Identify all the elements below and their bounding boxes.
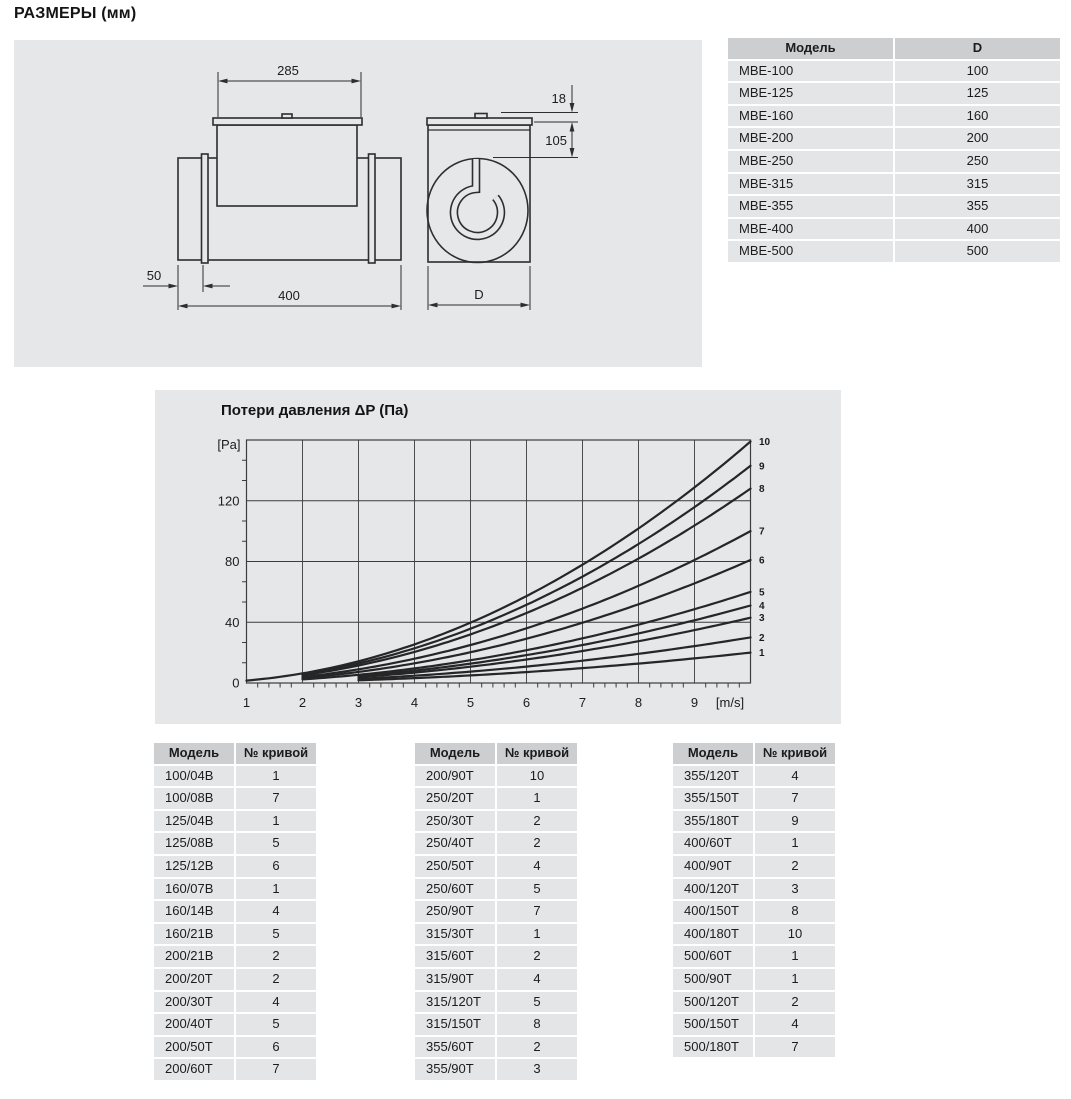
value-cell: 5 [497, 992, 577, 1013]
value-cell: 2 [236, 969, 316, 990]
duct-clamp-ring-right [369, 154, 376, 263]
table-row [673, 856, 835, 877]
pressure-loss-chart-panel [155, 390, 841, 724]
model-cell: 355/60T [415, 1037, 495, 1058]
table-row [154, 1059, 316, 1080]
model-cell: MBE-250 [728, 151, 893, 172]
table-header-row [154, 743, 316, 764]
model-cell: 315/120T [415, 992, 495, 1013]
value-cell: 1 [236, 811, 316, 832]
model-cell: 500/90T [673, 969, 753, 990]
x-tick-label: 6 [522, 695, 531, 710]
value-cell: 500 [895, 241, 1060, 262]
table-row [154, 766, 316, 787]
x-tick-label: 8 [634, 695, 643, 710]
value-cell: 10 [497, 766, 577, 787]
x-tick-label: 2 [298, 695, 307, 710]
value-cell: 2 [497, 946, 577, 967]
value-cell: 5 [236, 1014, 316, 1035]
end-view-lid [427, 118, 532, 125]
table-row [415, 901, 577, 922]
curve-label-10: 10 [759, 437, 771, 449]
table-row [154, 946, 316, 967]
model-cell: MBE-355 [728, 196, 893, 217]
table-row [154, 1014, 316, 1035]
y-tick-label: 80 [225, 554, 240, 569]
model-cell: 200/50T [154, 1037, 234, 1058]
value-cell: 2 [755, 856, 835, 877]
model-cell: 355/150T [673, 788, 753, 809]
value-cell: 4 [236, 901, 316, 922]
value-cell: 6 [236, 856, 316, 877]
table-row [415, 879, 577, 900]
table-row [673, 992, 835, 1013]
model-cell: 355/120T [673, 766, 753, 787]
model-cell: 200/90T [415, 766, 495, 787]
table-row [415, 1014, 577, 1035]
value-cell: 2 [497, 811, 577, 832]
model-cell: 500/120T [673, 992, 753, 1013]
value-cell: 1 [755, 946, 835, 967]
model-cell: 355/90T [415, 1059, 495, 1080]
table-row [673, 969, 835, 990]
model-d-table [728, 38, 1060, 262]
value-cell: 200 [895, 128, 1060, 149]
dim-label-105: 105 [545, 133, 567, 148]
table-row [154, 856, 316, 877]
value-cell: 8 [497, 1014, 577, 1035]
value-cell: 5 [236, 924, 316, 945]
model-cell: 160/14B [154, 901, 234, 922]
model-cell: 125/04B [154, 811, 234, 832]
value-cell: 4 [755, 766, 835, 787]
table-row [673, 946, 835, 967]
x-tick-label: 3 [354, 695, 363, 710]
column-header: D [895, 38, 1060, 59]
model-cell: 400/150T [673, 901, 753, 922]
value-cell: 1 [497, 788, 577, 809]
table-row [154, 811, 316, 832]
model-cell: MBE-400 [728, 219, 893, 240]
table-header-row [415, 743, 577, 764]
model-cell: 200/30T [154, 992, 234, 1013]
x-tick-label: 5 [466, 695, 475, 710]
curve-label-8: 8 [759, 484, 765, 496]
column-header: Модель [154, 743, 234, 764]
table-row [673, 1014, 835, 1035]
model-cell: 250/20T [415, 788, 495, 809]
curve-table-3 [673, 743, 835, 1057]
value-cell: 9 [755, 811, 835, 832]
table-row [673, 833, 835, 854]
table-row [728, 219, 1060, 240]
model-cell: 400/180T [673, 924, 753, 945]
model-cell: MBE-160 [728, 106, 893, 127]
table-header-row [728, 38, 1060, 59]
value-cell: 1 [497, 924, 577, 945]
value-cell: 1 [236, 766, 316, 787]
x-tick-label: 7 [578, 695, 587, 710]
y-tick-label: 40 [225, 614, 240, 630]
x-tick-label: 1 [242, 695, 251, 710]
table-row [415, 766, 577, 787]
table-row [415, 833, 577, 854]
model-cell: 160/21B [154, 924, 234, 945]
table-row [415, 924, 577, 945]
arrow-left [218, 79, 228, 84]
value-cell: 125 [895, 83, 1060, 104]
table-row [154, 992, 316, 1013]
value-cell: 3 [755, 879, 835, 900]
model-cell: 100/04B [154, 766, 234, 787]
duct-clamp-ring-left [202, 154, 209, 263]
curve-label-4: 4 [759, 601, 765, 613]
model-cell: MBE-315 [728, 174, 893, 195]
value-cell: 5 [236, 833, 316, 854]
column-header: № кривой [755, 743, 835, 764]
dimensions-diagram-panel [14, 40, 702, 367]
model-cell: MBE-200 [728, 128, 893, 149]
model-cell: 500/180T [673, 1037, 753, 1058]
model-cell: MBE-125 [728, 83, 893, 104]
model-cell: 125/08B [154, 833, 234, 854]
end-view-lid-knob [475, 114, 487, 119]
value-cell: 4 [497, 969, 577, 990]
table-header-row [673, 743, 835, 764]
x-tick-label: 9 [690, 695, 699, 710]
table-row [673, 879, 835, 900]
arrow-right [352, 79, 362, 84]
value-cell: 400 [895, 219, 1060, 240]
value-cell: 1 [236, 879, 316, 900]
arrow-left [428, 303, 438, 308]
arrow-down [570, 148, 575, 158]
dimensions-drawing [14, 40, 702, 367]
dim-label-285: 285 [277, 63, 299, 78]
column-header: Модель [673, 743, 753, 764]
model-cell: 315/60T [415, 946, 495, 967]
dim-label-D: D [474, 287, 484, 302]
table-row [415, 811, 577, 832]
model-cell: 125/12B [154, 856, 234, 877]
terminal-box [217, 125, 357, 206]
curve-label-3: 3 [759, 613, 765, 625]
table-row [154, 924, 316, 945]
curve-4 [359, 606, 751, 677]
model-cell: 400/60T [673, 833, 753, 854]
model-cell: 200/60T [154, 1059, 234, 1080]
value-cell: 1 [755, 833, 835, 854]
value-cell: 10 [755, 924, 835, 945]
pressure-loss-chart [155, 390, 841, 724]
model-cell: 200/40T [154, 1014, 234, 1035]
model-cell: MBE-500 [728, 241, 893, 262]
table-row [728, 61, 1060, 82]
table-row [728, 241, 1060, 262]
model-cell: 200/21B [154, 946, 234, 967]
arrow-right [392, 304, 402, 309]
value-cell: 5 [497, 879, 577, 900]
table-row [415, 969, 577, 990]
value-cell: 7 [497, 901, 577, 922]
curve-label-9: 9 [759, 461, 765, 473]
curve-table-1 [154, 743, 316, 1080]
lid-knob [282, 114, 292, 118]
page-title: РАЗМЕРЫ (мм) [14, 5, 137, 22]
value-cell: 160 [895, 106, 1060, 127]
value-cell: 2 [236, 946, 316, 967]
value-cell: 6 [236, 1037, 316, 1058]
value-cell: 4 [755, 1014, 835, 1035]
arrow-down [570, 103, 575, 113]
value-cell: 250 [895, 151, 1060, 172]
end-view-casing [428, 125, 530, 262]
dim-label-18: 18 [551, 91, 566, 106]
column-header: № кривой [236, 743, 316, 764]
model-cell: 500/60T [673, 946, 753, 967]
curve-table-2 [415, 743, 577, 1080]
table-row [728, 196, 1060, 217]
value-cell: 355 [895, 196, 1060, 217]
table-row [154, 969, 316, 990]
curve-label-2: 2 [759, 632, 765, 644]
table-row [728, 174, 1060, 195]
table-row [415, 788, 577, 809]
table-row [673, 1037, 835, 1058]
model-cell: 160/07B [154, 879, 234, 900]
table-row [415, 992, 577, 1013]
value-cell: 7 [755, 1037, 835, 1058]
value-cell: 7 [755, 788, 835, 809]
table-row [673, 924, 835, 945]
value-cell: 2 [497, 833, 577, 854]
model-cell: 250/50T [415, 856, 495, 877]
value-cell: 315 [895, 174, 1060, 195]
model-cell: 250/60T [415, 879, 495, 900]
value-cell: 7 [236, 1059, 316, 1080]
arrow-right [521, 303, 531, 308]
model-cell: 100/08B [154, 788, 234, 809]
value-cell: 2 [755, 992, 835, 1013]
table-row [415, 946, 577, 967]
model-cell: 250/30T [415, 811, 495, 832]
table-row [154, 901, 316, 922]
y-tick-label: 120 [217, 493, 240, 509]
table-row [415, 856, 577, 877]
table-row [728, 128, 1060, 149]
value-cell: 7 [236, 788, 316, 809]
value-cell: 2 [497, 1037, 577, 1058]
arrow-up [570, 122, 575, 132]
model-cell: 400/120T [673, 879, 753, 900]
chart-title: Потери давления ΔP (Па) [221, 402, 409, 419]
model-cell: 315/30T [415, 924, 495, 945]
model-cell: 500/150T [673, 1014, 753, 1035]
arrow-left [203, 284, 213, 289]
x-axis-unit-label: [m/s] [715, 695, 745, 710]
model-cell: 200/20T [154, 969, 234, 990]
model-cell: 250/40T [415, 833, 495, 854]
model-cell: MBE-100 [728, 61, 893, 82]
column-header: Модель [728, 38, 893, 59]
table-row [154, 879, 316, 900]
value-cell: 3 [497, 1059, 577, 1080]
y-axis-unit-label: [Pa] [217, 437, 241, 452]
model-cell: 315/150T [415, 1014, 495, 1035]
model-cell: 250/90T [415, 901, 495, 922]
table-row [673, 766, 835, 787]
value-cell: 8 [755, 901, 835, 922]
curve-label-5: 5 [759, 587, 765, 599]
table-row [673, 788, 835, 809]
value-cell: 4 [236, 992, 316, 1013]
column-header: № кривой [497, 743, 577, 764]
curve-label-1: 1 [759, 648, 765, 660]
dim-label-400: 400 [278, 288, 300, 303]
table-row [415, 1059, 577, 1080]
model-cell: 400/90T [673, 856, 753, 877]
table-row [728, 106, 1060, 127]
value-cell: 1 [755, 969, 835, 990]
column-header: Модель [415, 743, 495, 764]
table-row [154, 1037, 316, 1058]
model-cell: 355/180T [673, 811, 753, 832]
dim-label-50: 50 [146, 268, 162, 283]
value-cell: 100 [895, 61, 1060, 82]
curve-label-6: 6 [759, 555, 765, 567]
table-row [154, 833, 316, 854]
table-row [728, 151, 1060, 172]
table-row [154, 788, 316, 809]
table-row [673, 811, 835, 832]
value-cell: 4 [497, 856, 577, 877]
y-tick-label: 0 [232, 675, 240, 691]
x-tick-label: 4 [410, 695, 419, 710]
arrow-right [169, 284, 179, 289]
table-row [728, 83, 1060, 104]
model-cell: 315/90T [415, 969, 495, 990]
curve-label-7: 7 [759, 526, 765, 538]
arrow-left [178, 304, 188, 309]
terminal-box-lid [213, 118, 362, 125]
table-row [673, 901, 835, 922]
table-row [415, 1037, 577, 1058]
